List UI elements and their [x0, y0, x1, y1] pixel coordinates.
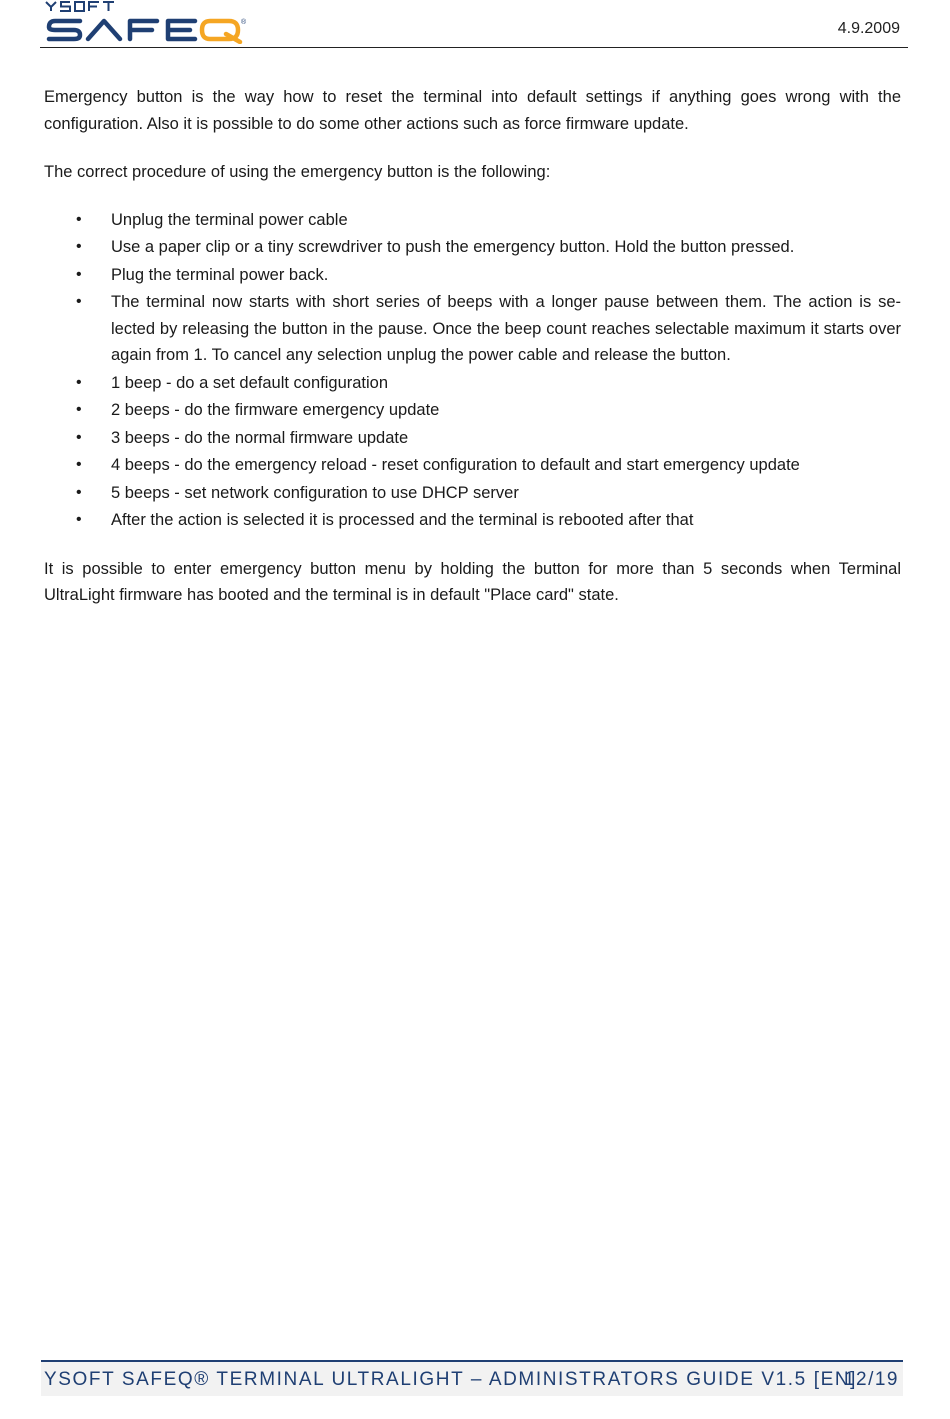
footer-document-title: YSOFT SAFEQ® TERMINAL ULTRALIGHT – ADMINISTRATORS GUIDE V1.5 [EN] [44, 1369, 858, 1390]
list-item: • 2 beeps - do the firmware emergency update [44, 397, 901, 424]
logo-ysoft-text [46, 2, 114, 11]
bullet-icon: • [76, 238, 82, 255]
list-item: • Use a paper clip or a tiny screwdriver to push the emergency button. Hold the button pressed. [44, 234, 901, 261]
ysoft-safeq-logo [44, 0, 254, 44]
list-item: • 4 beeps - do the emergency reload - reset configuration to default and start emergency update [44, 452, 901, 479]
list-item: • Plug the terminal power back. [44, 262, 901, 289]
logo-safeq-text [49, 21, 195, 39]
svg-text:®: ® [241, 19, 247, 26]
bullet-icon: • [76, 210, 82, 228]
procedure-list [44, 207, 901, 534]
bullet-icon: • [76, 401, 82, 418]
list-item: • 3 beeps - do the normal firmware update [44, 425, 901, 452]
page-header [40, 0, 908, 48]
procedure-heading: The correct procedure of using the emergency button is the following: [44, 163, 551, 181]
bullet-icon: • [76, 428, 82, 446]
bullet-icon: • [76, 373, 82, 391]
document-date: 4.9.2009 [837, 20, 900, 37]
bullet-icon: • [76, 511, 82, 528]
list-item: • 1 beep - do a set default configuration [44, 370, 901, 397]
logo-q-orange [202, 21, 240, 42]
bullet-icon: • [76, 265, 82, 283]
intro-paragraph: Emergency button is the way how to reset the terminal into default settings if anything goes wrong with the configuration. Also it is possible to do some other actions such as force firmware update. [44, 88, 901, 133]
closing-paragraph: It is possible to enter emergency button menu by holding the button for more than 5 seconds when Terminal UltraLight firmware has booted and the terminal is in default "Place card" state. [44, 559, 901, 604]
list-item: • After the action is selected it is processed and the terminal is rebooted after that [44, 507, 901, 534]
bullet-icon: • [76, 456, 82, 473]
page-content [44, 84, 901, 609]
page-number: 12/19 [843, 1369, 899, 1390]
bullet-icon: • [76, 483, 82, 501]
list-item: • Unplug the terminal power cable [44, 207, 901, 234]
list-item: • The terminal now starts with short series of beeps with a longer pause between them. The action is se-lected by releasing the button in the pause. Once the beep count reaches selectable maximum it starts over again from 1. To cancel any selection unplug the power cable and release the button. [44, 289, 901, 369]
bullet-icon: • [76, 293, 82, 310]
list-item: • 5 beeps - set network configuration to use DHCP server [44, 480, 901, 507]
page-footer [41, 1360, 903, 1396]
